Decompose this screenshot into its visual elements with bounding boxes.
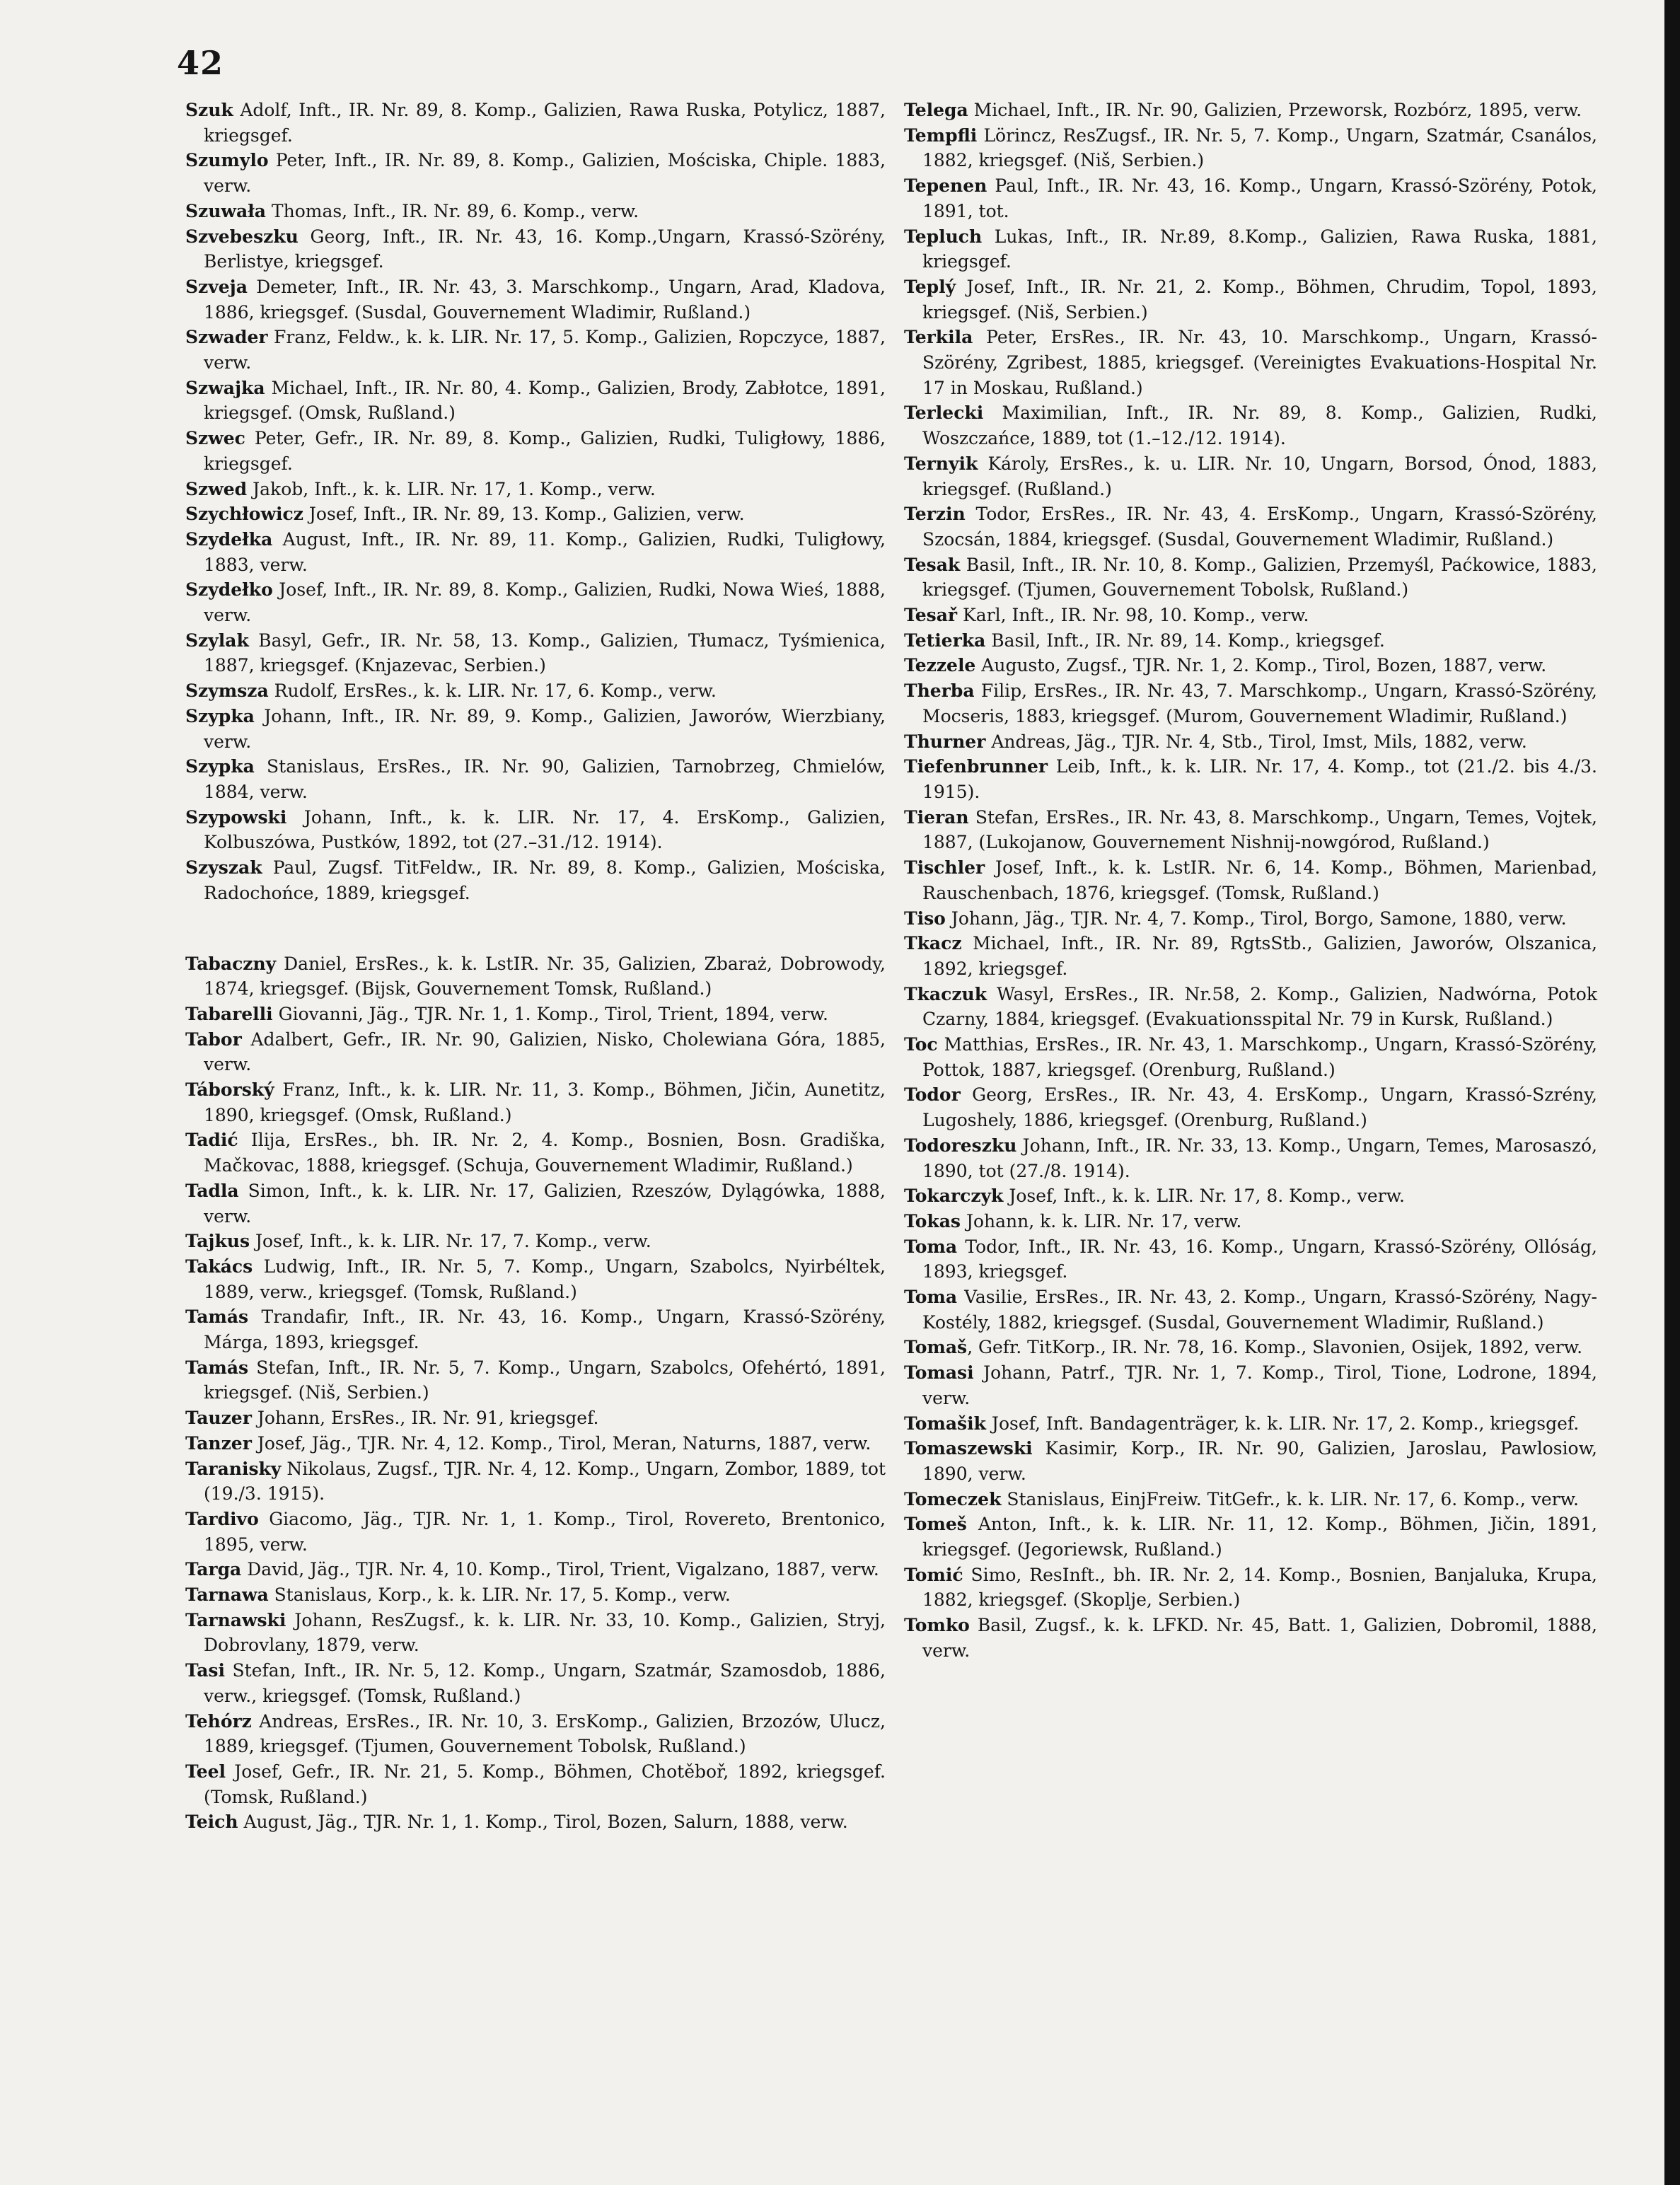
entry-surname: Szveja	[185, 276, 248, 297]
register-entry	[904, 1360, 1597, 1410]
entry-surname: Tomašik	[904, 1413, 986, 1434]
register-entry	[185, 1002, 886, 1027]
entry-details: Johann, Patrf., TJR. Nr. 1, 7. Komp., Tirol, Tione, Lodrone, 1894, verw.	[922, 1362, 1597, 1408]
register-entry	[185, 678, 886, 704]
register-entry	[185, 704, 886, 754]
entry-surname: Szymsza	[185, 680, 269, 702]
register-entry	[904, 855, 1597, 905]
entry-surname: Tokarczyk	[904, 1186, 1004, 1207]
entry-details: Josef, Inft., k. k. LstIR. Nr. 6, 14. Komp., Böhmen, Marienbad, Rauschenbach, 1876, kriegsgef. (Tomsk, Rußland.)	[922, 857, 1597, 903]
entry-surname: Ternyik	[904, 453, 978, 474]
register-entry	[904, 754, 1597, 804]
entry-surname: Telega	[904, 100, 968, 120]
register-entry	[185, 1759, 886, 1809]
register-entry	[904, 931, 1597, 981]
entry-surname: Tokas	[904, 1210, 961, 1231]
entry-details: Paul, Zugsf. TitFeldw., IR. Nr. 89, 8. Komp., Galizien, Mościska, Radochońce, 1889, kriegsgef.	[204, 857, 886, 903]
entry-details: Andreas, ErsRes., IR. Nr. 10, 3. ErsKomp., Galizien, Brzozów, Ulucz, 1889, kriegsgef. (Tjumen, Gouvernement Tobolsk, Rußland.)	[204, 1710, 886, 1757]
entry-details: Paul, Inft., IR. Nr. 43, 16. Komp., Ungarn, Krassó-Szörény, Potok, 1891, tot.	[922, 175, 1597, 221]
entry-surname: Tezzele	[904, 655, 976, 676]
entry-surname: Terzin	[904, 504, 966, 525]
entry-details: Wasyl, ErsRes., IR. Nr.58, 2. Komp., Galizien, Nadwórna, Potok Czarny, 1884, kriegsgef. (Evakuationsspital Nr. 79 in Kursk, Rußland.)	[922, 983, 1597, 1030]
entry-surname: Tamás	[185, 1306, 249, 1328]
register-entry	[904, 1613, 1597, 1663]
entry-details: Filip, ErsRes., IR. Nr. 43, 7. Marschkomp., Ungarn, Krassó-Szörény, Mocseris, 1883, kriegsgef. (Murom, Gouvernement Wladimir, Rußland.)	[922, 680, 1597, 726]
entry-details: Johann, Inft., IR. Nr. 33, 13. Komp., Ungarn, Temes, Marosaszó, 1890, tot (27./8. 1914).	[922, 1135, 1597, 1181]
register-entry	[904, 678, 1597, 729]
register-entry	[904, 805, 1597, 855]
entry-surname: Tasi	[185, 1660, 225, 1681]
register-entry	[185, 325, 886, 375]
left-entries-s	[185, 98, 886, 906]
register-entry	[185, 148, 886, 198]
register-entry	[185, 224, 886, 274]
register-entry	[185, 1355, 886, 1406]
register-entry	[904, 1563, 1597, 1613]
entry-details: Basil, Zugsf., k. k. LFKD. Nr. 45, Batt. 1, Galizien, Dobromil, 1888, verw.	[922, 1615, 1597, 1661]
register-entry	[185, 1582, 886, 1608]
entry-details: Johann, Inft., IR. Nr. 89, 9. Komp., Galizien, Jaworów, Wierzbiany, verw.	[204, 705, 886, 752]
entry-details: Franz, Feldw., k. k. LIR. Nr. 17, 5. Komp., Galizien, Ropczyce, 1887, verw.	[204, 327, 886, 373]
entry-surname: Szvebeszku	[185, 226, 299, 247]
register-entry	[185, 1431, 886, 1456]
entry-details: Giovanni, Jäg., TJR. Nr. 1, 1. Komp., Tirol, Trient, 1894, verw.	[272, 1003, 828, 1024]
register-entry	[904, 906, 1597, 932]
entry-surname: Tadla	[185, 1180, 239, 1201]
entry-surname: Tomeš	[904, 1514, 967, 1535]
entry-details: Basil, Inft., IR. Nr. 89, 14. Komp., kriegsgef.	[985, 630, 1385, 651]
register-entry	[185, 628, 886, 678]
register-entry	[904, 502, 1597, 552]
register-entry	[904, 451, 1597, 502]
entry-details: Basyl, Gefr., IR. Nr. 58, 13. Komp., Galizien, Tłumacz, Tyśmienica, 1887, kriegsgef. (Knjazevac, Serbien.)	[204, 630, 886, 676]
entry-details: Lörincz, ResZugsf., IR. Nr. 5, 7. Komp., Ungarn, Szatmár, Csanálos, 1882, kriegsgef. (Niš, Serbien.)	[922, 124, 1597, 171]
entry-details: Peter, ErsRes., IR. Nr. 43, 10. Marschkomp., Ungarn, Krassó-Szörény, Zgribest, 1885, kriegsgef. (Vereinigtes Evakuations-Hospital Nr. 17 in Moskau, Rußland.)	[922, 327, 1597, 398]
entry-surname: Szypowski	[185, 806, 287, 828]
register-entry	[185, 376, 886, 426]
register-entry	[904, 1133, 1597, 1183]
entry-details: Trandafir, Inft., IR. Nr. 43, 16. Komp., Ungarn, Krassó-Szörény, Márga, 1893, kriegsgef.	[204, 1306, 886, 1353]
entry-details: Stanislaus, Korp., k. k. LIR. Nr. 17, 5. Komp., verw.	[268, 1584, 731, 1606]
register-entry	[185, 1809, 886, 1835]
entry-surname: Tieran	[904, 806, 969, 828]
register-entry	[185, 577, 886, 627]
entry-surname: Tabor	[185, 1028, 242, 1050]
right-entries-t	[904, 98, 1597, 1664]
entry-surname: Teich	[185, 1812, 238, 1833]
entry-details: Andreas, Jäg., TJR. Nr. 4, Stb., Tirol, Imst, Mils, 1882, verw.	[985, 731, 1527, 752]
entry-surname: Tabarelli	[185, 1003, 273, 1024]
entry-surname: Tabaczny	[185, 953, 277, 974]
entry-surname: Targa	[185, 1559, 242, 1580]
entry-details: Johann, Inft., k. k. LIR. Nr. 17, 4. ErsKomp., Galizien, Kolbuszówa, Pustków, 1892, tot (27.–31./12. 1914).	[204, 806, 886, 853]
entry-surname: Takács	[185, 1256, 253, 1277]
entry-details: Stefan, Inft., IR. Nr. 5, 12. Komp., Ungarn, Szatmár, Szamosdob, 1886, verw., kriegsgef. (Tomsk, Rußland.)	[204, 1660, 886, 1706]
entry-surname: Szypka	[185, 756, 255, 777]
entry-surname: Tomko	[904, 1615, 970, 1636]
entry-details: Michael, Inft., IR. Nr. 89, RgtsStb., Galizien, Jaworów, Olszanica, 1892, kriegsgef.	[922, 933, 1597, 979]
entry-details: Vasilie, ErsRes., IR. Nr. 43, 2. Komp., Ungarn, Krassó-Szörény, Nagy-Kostély, 1882, kriegsgef. (Susdal, Gouvernement Wladimir, Rußland.)	[922, 1287, 1597, 1333]
entry-details: Todor, ErsRes., IR. Nr. 43, 4. ErsKomp., Ungarn, Krassó-Szörény, Szocsán, 1884, kriegsgef. (Susdal, Gouvernement Wladimir, Rußland.)	[922, 504, 1597, 550]
register-entry	[185, 1027, 886, 1077]
register-entry	[185, 1406, 886, 1431]
entry-surname: Taranisky	[185, 1458, 282, 1479]
entry-details: Stefan, ErsRes., IR. Nr. 43, 8. Marschkomp., Ungarn, Temes, Vojtek, 1887, (Lukojanow, Gouvernement Nishnij-nowgórod, Rußland.)	[922, 806, 1597, 853]
entry-details: Georg, ErsRes., IR. Nr. 43, 4. ErsKomp., Ungarn, Krassó-Szrény, Lugoshely, 1886, kriegsgef. (Orenburg, Rußland.)	[922, 1084, 1597, 1131]
register-entry	[185, 951, 886, 1002]
entry-surname: Toma	[904, 1236, 958, 1257]
entry-details: Károly, ErsRes., k. u. LIR. Nr. 10, Ungarn, Borsod, Ónod, 1883, kriegsgef. (Rußland.)	[922, 453, 1597, 499]
register-entry	[185, 1077, 886, 1128]
register-entry	[904, 1436, 1597, 1486]
entry-details: Kasimir, Korp., IR. Nr. 90, Galizien, Jaroslau, Pawlosiow, 1890, verw.	[922, 1438, 1597, 1484]
entry-surname: Tomić	[904, 1564, 963, 1585]
entry-details: Georg, Inft., IR. Nr. 43, 16. Komp.,Ungarn, Krassó-Szörény, Berlistye, kriegsgef.	[204, 226, 886, 272]
entry-details: Josef, Gefr., IR. Nr. 21, 5. Komp., Böhmen, Chotěboř, 1892, kriegsgef. (Tomsk, Rußland.)	[204, 1761, 886, 1807]
entry-surname: Szydełko	[185, 579, 273, 601]
register-entry	[185, 199, 886, 224]
register-entry	[904, 1512, 1597, 1562]
scan-edge	[1664, 0, 1680, 2185]
entry-surname: Szychłowicz	[185, 504, 303, 525]
register-entry	[904, 98, 1597, 123]
entry-surname: Szyszak	[185, 857, 262, 879]
entry-details: Augusto, Zugsf., TJR. Nr. 1, 2. Komp., Tirol, Bozen, 1887, verw.	[975, 655, 1547, 676]
register-entry	[185, 1304, 886, 1355]
entry-surname: Teplý	[904, 276, 956, 297]
entry-surname: Tiefenbrunner	[904, 756, 1048, 777]
entry-surname: Szumylo	[185, 150, 269, 171]
register-entry	[185, 477, 886, 502]
register-entry	[185, 98, 886, 148]
entry-details: Giacomo, Jäg., TJR. Nr. 1, 1. Komp., Tirol, Rovereto, Brentonico, 1895, verw.	[204, 1508, 886, 1555]
entry-details: Stefan, Inft., IR. Nr. 5, 7. Komp., Ungarn, Szabolcs, Ofehértó, 1891, kriegsgef. (Niš, Serbien.)	[204, 1357, 886, 1403]
register-entry	[185, 502, 886, 527]
entry-details: Michael, Inft., IR. Nr. 90, Galizien, Przeworsk, Rozbórz, 1895, verw.	[968, 100, 1582, 120]
entry-details: Demeter, Inft., IR. Nr. 43, 3. Marschkomp., Ungarn, Arad, Kladova, 1886, kriegsgef. (Susdal, Gouvernement Wladimir, Rußland.)	[204, 276, 886, 323]
entry-details: Josef, Inft., k. k. LIR. Nr. 17, 8. Komp., verw.	[1003, 1186, 1406, 1207]
entry-surname: Szuk	[185, 100, 233, 120]
entry-surname: Therba	[904, 680, 975, 702]
entry-details: Josef, Inft., IR. Nr. 21, 2. Komp., Böhmen, Chrudim, Topol, 1893, kriegsgef. (Niš, Serbien.)	[922, 276, 1597, 323]
entry-surname: Tetierka	[904, 630, 986, 651]
entry-surname: Tajkus	[185, 1231, 250, 1252]
entry-surname: Tomeczek	[904, 1488, 1002, 1509]
entry-surname: Tehórz	[185, 1710, 252, 1732]
register-entry	[185, 527, 886, 577]
entry-details: Johann, k. k. LIR. Nr. 17, verw.	[961, 1210, 1242, 1231]
entry-surname: Todoreszku	[904, 1135, 1017, 1156]
entry-surname: Thurner	[904, 731, 986, 752]
entry-surname: Tempfli	[904, 124, 978, 146]
entry-surname: Todor	[904, 1084, 961, 1106]
left-column	[185, 98, 886, 1835]
entry-surname: Tamás	[185, 1357, 249, 1378]
register-entry	[904, 224, 1597, 274]
register-entry	[904, 1234, 1597, 1285]
register-entry	[904, 729, 1597, 755]
entry-details: Karl, Inft., IR. Nr. 98, 10. Komp., verw.	[957, 605, 1309, 626]
register-entry	[185, 1229, 886, 1254]
register-entry	[185, 1608, 886, 1658]
entry-surname: Szwed	[185, 478, 248, 499]
entry-surname: Tepluch	[904, 226, 983, 247]
entry-surname: Tauzer	[185, 1408, 252, 1429]
register-entry	[904, 653, 1597, 678]
entry-surname: Szylak	[185, 630, 249, 651]
entry-surname: Szuwała	[185, 200, 266, 221]
entry-surname: Tkacz	[904, 933, 962, 954]
entry-details: , Gefr. TitKorp., IR. Nr. 78, 16. Komp., Slavonien, Osijek, 1892, verw.	[967, 1337, 1583, 1358]
register-entry	[904, 1183, 1597, 1209]
entry-details: Josef, Inft., IR. Nr. 89, 13. Komp., Galizien, verw.	[303, 504, 745, 525]
entry-details: Josef, Jäg., TJR. Nr. 4, 12. Komp., Tirol, Meran, Naturns, 1887, verw.	[251, 1432, 871, 1454]
register-entry	[904, 1209, 1597, 1234]
register-entry	[185, 1507, 886, 1557]
entry-surname: Tiso	[904, 908, 946, 929]
page-number: 42	[177, 44, 224, 82]
entry-details: Anton, Inft., k. k. LIR. Nr. 11, 12. Komp., Böhmen, Jičin, 1891, kriegsgef. (Jegoriewsk, Rußland.)	[922, 1514, 1597, 1560]
entry-surname: Toc	[904, 1034, 938, 1055]
entry-details: Josef, Inft. Bandagenträger, k. k. LIR. Nr. 17, 2. Komp., kriegsgef.	[985, 1413, 1580, 1434]
entry-details: Johann, ResZugsf., k. k. LIR. Nr. 33, 10. Komp., Galizien, Stryj, Dobrovlany, 1879, verw.	[204, 1609, 886, 1656]
entry-details: August, Jäg., TJR. Nr. 1, 1. Komp., Tirol, Bozen, Salurn, 1888, verw.	[238, 1812, 848, 1833]
left-entries-t	[185, 951, 886, 1836]
entry-surname: Tischler	[904, 857, 985, 879]
entry-surname: Tanzer	[185, 1432, 252, 1454]
entry-details: Johann, ErsRes., IR. Nr. 91, kriegsgef.	[251, 1408, 599, 1429]
entry-surname: Tardivo	[185, 1508, 259, 1529]
entry-details: Josef, Inft., k. k. LIR. Nr. 17, 7. Komp., verw.	[250, 1231, 651, 1252]
register-entry	[904, 274, 1597, 325]
entry-surname: Teel	[185, 1761, 226, 1782]
entry-details: Leib, Inft., k. k. LIR. Nr. 17, 4. Komp., tot (21./2. bis 4./3. 1915).	[922, 756, 1597, 802]
entry-surname: Tomaszewski	[904, 1438, 1033, 1459]
register-entry	[904, 603, 1597, 628]
entry-details: Lukas, Inft., IR. Nr.89, 8.Komp., Galizien, Rawa Ruska, 1881, kriegsgef.	[922, 226, 1597, 272]
register-entry	[185, 1709, 886, 1759]
entry-details: Ludwig, Inft., IR. Nr. 5, 7. Komp., Ungarn, Szabolcs, Nyirbéltek, 1889, verw., kriegsgef. (Tomsk, Rußland.)	[204, 1256, 886, 1302]
entry-surname: Tadić	[185, 1130, 238, 1151]
register-entry	[904, 552, 1597, 603]
entry-details: Peter, Inft., IR. Nr. 89, 8. Komp., Galizien, Mościska, Chiple. 1883, verw.	[204, 150, 886, 197]
entry-details: Ilija, ErsRes., bh. IR. Nr. 2, 4. Komp., Bosnien, Bosn. Gradiška, Mačkovac, 1888, kriegsgef. (Schuja, Gouvernement Wladimir, Rußland.)	[204, 1130, 886, 1176]
register-entry	[185, 1128, 886, 1178]
entry-surname: Tomasi	[904, 1362, 974, 1384]
register-entry	[185, 1178, 886, 1229]
entry-surname: Tesak	[904, 554, 961, 575]
entry-details: Johann, Jäg., TJR. Nr. 4, 7. Komp., Tirol, Borgo, Samone, 1880, verw.	[945, 908, 1567, 929]
register-entry	[904, 1411, 1597, 1437]
register-entry	[904, 173, 1597, 224]
entry-details: Matthias, ErsRes., IR. Nr. 43, 1. Marschkomp., Ungarn, Krassó-Szörény, Pottok, 1887, kriegsgef. (Orenburg, Rußland.)	[922, 1034, 1597, 1080]
entry-details: Rudolf, ErsRes., k. k. LIR. Nr. 17, 6. Komp., verw.	[268, 680, 717, 702]
register-entry	[185, 274, 886, 325]
entry-surname: Szydełka	[185, 528, 273, 550]
right-column	[904, 98, 1597, 1664]
entry-details: Thomas, Inft., IR. Nr. 89, 6. Komp., verw.	[265, 200, 639, 221]
entry-surname: Tarnawa	[185, 1584, 269, 1606]
entry-surname: Toma	[904, 1287, 958, 1308]
register-entry	[185, 1456, 886, 1507]
register-entry	[185, 754, 886, 804]
entry-surname: Szwec	[185, 428, 245, 449]
register-entry	[185, 1557, 886, 1582]
entry-surname: Tepenen	[904, 175, 987, 197]
entry-details: Simon, Inft., k. k. LIR. Nr. 17, Galizien, Rzeszów, Dylągówka, 1888, verw.	[204, 1180, 886, 1227]
entry-details: Franz, Inft., k. k. LIR. Nr. 11, 3. Komp., Böhmen, Jičin, Aunetitz, 1890, kriegsgef. (Omsk, Rußland.)	[204, 1079, 886, 1125]
entry-details: Daniel, ErsRes., k. k. LstIR. Nr. 35, Galizien, Zbaraż, Dobrowody, 1874, kriegsgef. (Bijsk, Gouvernement Tomsk, Rußland.)	[204, 953, 886, 999]
entry-surname: Tesař	[904, 605, 958, 626]
register-entry	[904, 982, 1597, 1032]
register-entry	[904, 1082, 1597, 1132]
register-entry	[904, 628, 1597, 654]
register-entry	[904, 1487, 1597, 1512]
register-entry	[185, 805, 886, 855]
entry-details: Stanislaus, ErsRes., IR. Nr. 90, Galizien, Tarnobrzeg, Chmielów, 1884, verw.	[204, 756, 886, 802]
register-entry	[904, 400, 1597, 451]
entry-surname: Terkila	[904, 327, 973, 348]
register-entry	[185, 855, 886, 905]
entry-details: Michael, Inft., IR. Nr. 80, 4. Komp., Galizien, Brody, Zabłotce, 1891, kriegsgef. (Omsk, Rußland.)	[204, 377, 886, 424]
register-entry	[185, 426, 886, 476]
entry-details: Peter, Gefr., IR. Nr. 89, 8. Komp., Galizien, Rudki, Tuligłowy, 1886, kriegsgef.	[204, 428, 886, 474]
entry-surname: Tkaczuk	[904, 983, 987, 1004]
entry-details: Jakob, Inft., k. k. LIR. Nr. 17, 1. Komp., verw.	[247, 478, 656, 499]
entry-details: Simo, ResInft., bh. IR. Nr. 2, 14. Komp., Bosnien, Banjaluka, Krupa, 1882, kriegsgef. (Skoplje, Serbien.)	[922, 1564, 1597, 1611]
register-entry	[904, 1285, 1597, 1335]
entry-details: Basil, Inft., IR. Nr. 10, 8. Komp., Galizien, Przemyśl, Paćkowice, 1883, kriegsgef. (Tjumen, Gouvernement Tobolsk, Rußland.)	[922, 554, 1597, 601]
entry-details: Stanislaus, EinjFreiw. TitGefr., k. k. LIR. Nr. 17, 6. Komp., verw.	[1001, 1488, 1579, 1509]
entry-surname: Tarnawski	[185, 1609, 286, 1630]
register-entry	[904, 123, 1597, 173]
register-entry	[904, 1335, 1597, 1360]
entry-surname: Terlecki	[904, 402, 984, 424]
entry-details: Nikolaus, Zugsf., TJR. Nr. 4, 12. Komp., Ungarn, Zombor, 1889, tot (19./3. 1915).	[204, 1458, 886, 1505]
entry-details: Adalbert, Gefr., IR. Nr. 90, Galizien, Nisko, Cholewiana Góra, 1885, verw.	[204, 1028, 886, 1075]
register-entry	[904, 1032, 1597, 1082]
entry-surname: Szwajka	[185, 377, 265, 398]
register-entry	[185, 1254, 886, 1304]
entry-surname: Szypka	[185, 705, 255, 726]
register-entry	[904, 325, 1597, 400]
entry-details: Maximilian, Inft., IR. Nr. 89, 8. Komp., Galizien, Rudki, Woszczańce, 1889, tot (1.–12./12. 1914).	[922, 402, 1597, 449]
entry-details: David, Jäg., TJR. Nr. 4, 10. Komp., Tirol, Trient, Vigalzano, 1887, verw.	[241, 1559, 879, 1580]
entry-surname: Szwader	[185, 327, 268, 348]
entry-details: Josef, Inft., IR. Nr. 89, 8. Komp., Galizien, Rudki, Nowa Wieś, 1888, verw.	[204, 579, 886, 626]
entry-details: August, Inft., IR. Nr. 89, 11. Komp., Galizien, Rudki, Tuligłowy, 1883, verw.	[204, 528, 886, 575]
entry-surname: Táborský	[185, 1079, 274, 1101]
entry-details: Todor, Inft., IR. Nr. 43, 16. Komp., Ungarn, Krassó-Szörény, Ollóság, 1893, kriegsgef.	[922, 1236, 1597, 1282]
section-gap	[185, 906, 886, 951]
entry-surname: Tomaš	[904, 1337, 968, 1358]
register-entry	[185, 1658, 886, 1708]
entry-details: Adolf, Inft., IR. Nr. 89, 8. Komp., Galizien, Rawa Ruska, Potylicz, 1887, kriegsgef.	[204, 100, 886, 146]
